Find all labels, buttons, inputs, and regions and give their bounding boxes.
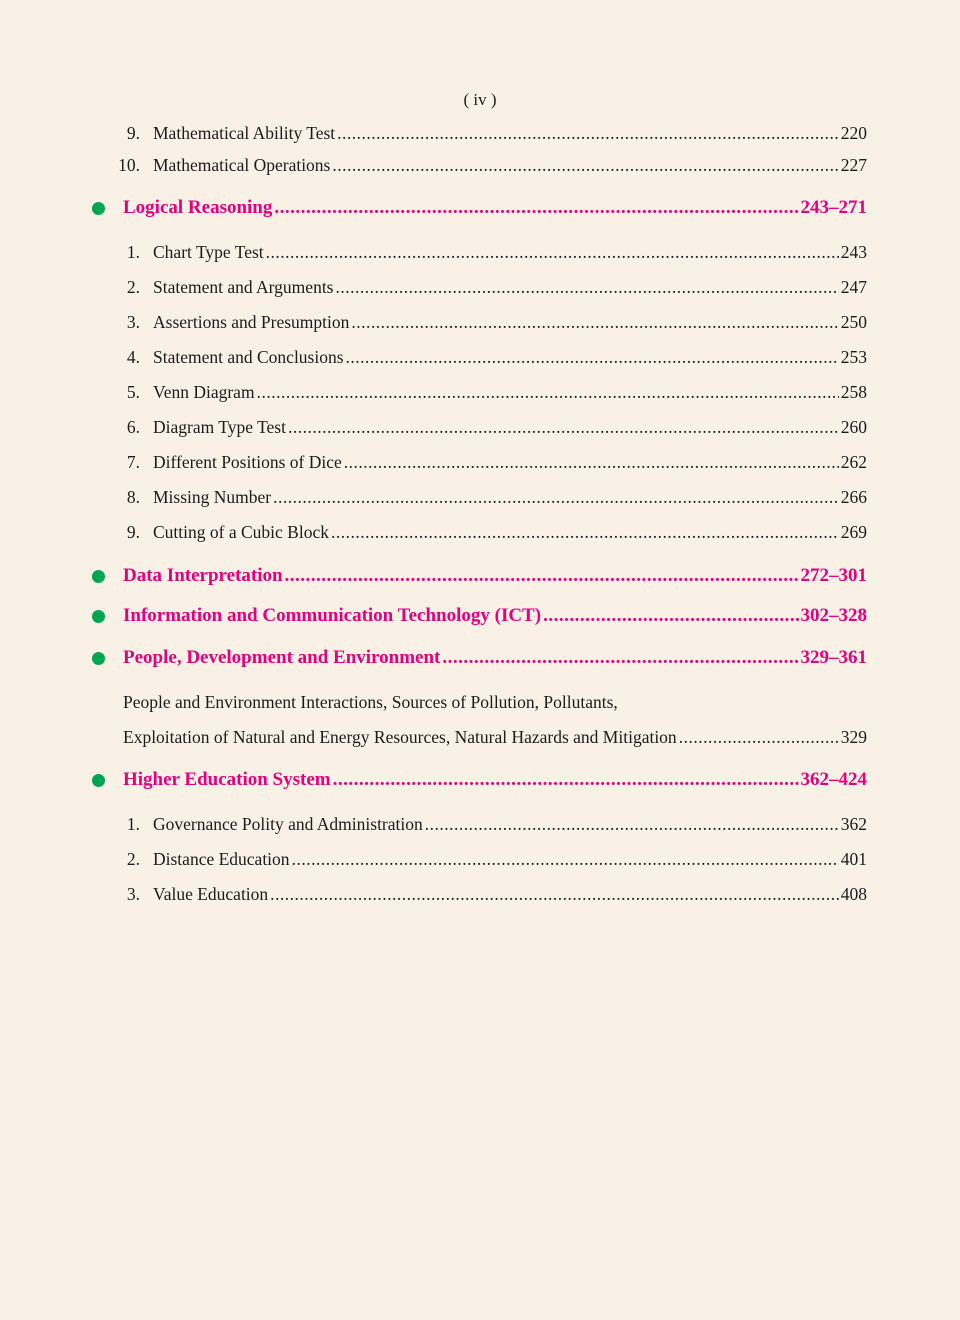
- entry-title: People, Development and Environment: [123, 647, 441, 668]
- toc-entry: [100, 450, 867, 474]
- entry-page: 227: [840, 155, 867, 175]
- dot-leader: [442, 646, 798, 670]
- toc-section: [92, 604, 867, 628]
- bullet-icon: [92, 570, 105, 583]
- entry-title: Distance Education: [153, 849, 290, 869]
- entry-page: 302–328: [800, 605, 867, 626]
- dot-leader: [333, 768, 799, 792]
- dot-leader: [331, 520, 839, 544]
- bullet-icon: [92, 774, 105, 787]
- entry-title: Chart Type Test: [153, 242, 264, 262]
- dot-leader: [337, 121, 839, 145]
- entry-title: Data Interpretation: [123, 565, 283, 586]
- dot-leader: [425, 812, 839, 836]
- toc-section: [92, 768, 867, 792]
- dot-leader: [266, 240, 839, 264]
- entry-title: Cutting of a Cubic Block: [153, 522, 329, 542]
- entry-number: 2.: [126, 849, 140, 869]
- entry-number: 5.: [126, 382, 140, 402]
- dot-leader: [336, 275, 839, 299]
- entry-number: 9.: [126, 522, 140, 542]
- toc-entry: [100, 121, 867, 145]
- entry-page: 243–271: [800, 197, 867, 218]
- entry-page: 220: [840, 123, 867, 143]
- entry-number: 4.: [126, 347, 140, 367]
- entry-title: People and Environment Interactions, Sources of Pollution, Pollutants,: [123, 692, 618, 712]
- toc-entry: [100, 345, 867, 369]
- entry-page: 329–361: [800, 647, 867, 668]
- entry-title: Diagram Type Test: [153, 417, 286, 437]
- entry-title: Higher Education System: [123, 769, 331, 790]
- toc-entry: [100, 882, 867, 906]
- toc-entry: [100, 153, 867, 177]
- dot-leader: [274, 196, 798, 220]
- entry-number: 9.: [126, 123, 140, 143]
- entry-title: Exploitation of Natural and Energy Resources, Natural Hazards and Mitigation: [123, 727, 677, 747]
- entry-title: Venn Diagram: [153, 382, 255, 402]
- entry-title: Governance Polity and Administration: [153, 814, 423, 834]
- dot-leader: [257, 380, 839, 404]
- entry-number: 10.: [118, 155, 140, 175]
- entry-page: 260: [840, 417, 867, 437]
- toc-entry: [100, 415, 867, 439]
- entry-title: Assertions and Presumption: [153, 312, 350, 332]
- entry-title: Missing Number: [153, 487, 272, 507]
- entry-page: 243: [840, 242, 867, 262]
- bullet-icon: [92, 202, 105, 215]
- entry-page: 408: [840, 884, 867, 904]
- entry-title: Statement and Conclusions: [153, 347, 344, 367]
- entry-page: 250: [840, 312, 867, 332]
- entry-number: 1.: [126, 814, 140, 834]
- entry-page: 401: [840, 849, 867, 869]
- entry-page: 262: [840, 452, 867, 472]
- entry-page: 266: [840, 487, 867, 507]
- entry-title: Value Education: [153, 884, 269, 904]
- entry-title: Different Positions of Dice: [153, 452, 342, 472]
- entry-page: 253: [840, 347, 867, 367]
- entry-number: 7.: [126, 452, 140, 472]
- entry-title: Mathematical Operations: [153, 155, 331, 175]
- entry-number: 3.: [126, 312, 140, 332]
- toc-section: [92, 196, 867, 220]
- entry-title: Information and Communication Technology (ICT): [123, 605, 542, 626]
- dot-leader: [344, 450, 839, 474]
- toc-section: [92, 646, 867, 670]
- entry-page: 272–301: [800, 565, 867, 586]
- toc-entry: [100, 275, 867, 299]
- bullet-icon: [92, 610, 105, 623]
- entry-page: 362: [840, 814, 867, 834]
- entry-title: Statement and Arguments: [153, 277, 334, 297]
- entry-number: 3.: [126, 884, 140, 904]
- toc-entry: [123, 725, 867, 749]
- toc-section: [92, 564, 867, 588]
- entry-number: 1.: [126, 242, 140, 262]
- entry-page: 362–424: [800, 769, 867, 790]
- dot-leader: [679, 725, 839, 749]
- dot-leader: [543, 604, 798, 628]
- toc-entry: [100, 812, 867, 836]
- toc-entry: [100, 380, 867, 404]
- entry-number: 8.: [126, 487, 140, 507]
- toc-entry: [100, 485, 867, 509]
- dot-leader: [332, 153, 838, 177]
- entry-page: 329: [840, 727, 867, 747]
- dot-leader: [270, 882, 839, 906]
- dot-leader: [273, 485, 839, 509]
- entry-number: 2.: [126, 277, 140, 297]
- entry-page: 258: [840, 382, 867, 402]
- toc-entry: [100, 847, 867, 871]
- toc-entry: [100, 520, 867, 544]
- entry-title: Mathematical Ability Test: [153, 123, 336, 143]
- dot-leader: [351, 310, 838, 334]
- bullet-icon: [92, 652, 105, 665]
- toc-entry: [100, 310, 867, 334]
- dot-leader: [285, 564, 799, 588]
- entry-page: 269: [840, 522, 867, 542]
- dot-leader: [288, 415, 839, 439]
- page-number: ( iv ): [463, 90, 497, 109]
- entry-page: 247: [840, 277, 867, 297]
- dot-leader: [292, 847, 839, 871]
- dot-leader: [346, 345, 839, 369]
- entry-title: Logical Reasoning: [123, 197, 273, 218]
- entry-number: 6.: [126, 417, 140, 437]
- toc-entry: [123, 690, 867, 714]
- toc-entry: [100, 240, 867, 264]
